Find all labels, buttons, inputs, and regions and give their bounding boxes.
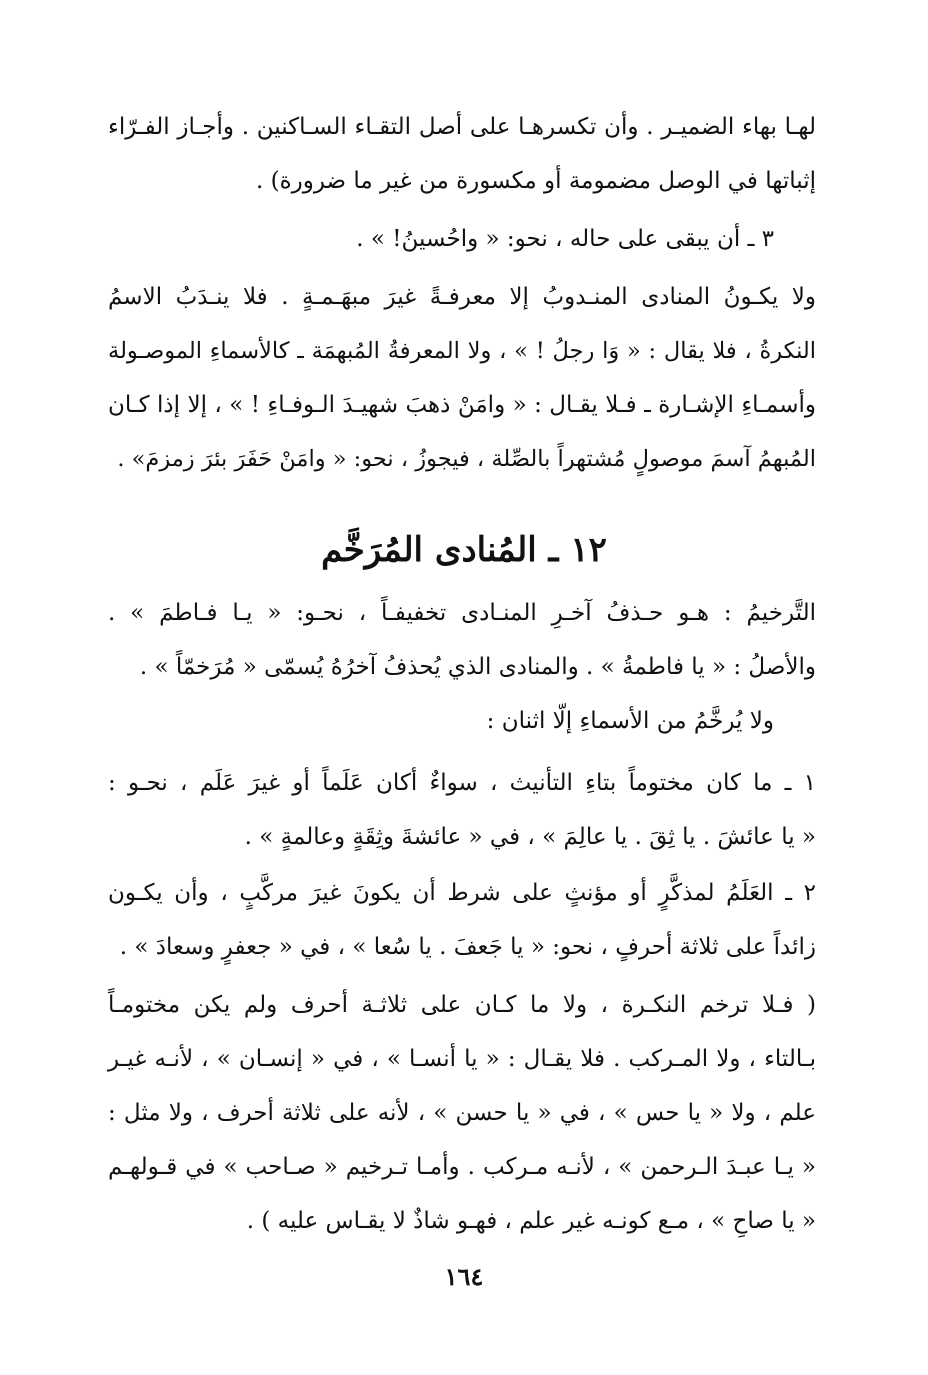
text-line: والأصلُ : « يا فاطمةُ » . والمنادى الذي يُحذفُ آخرُهُ يُسمّى « مُرَخمّاً » .: [139, 654, 816, 680]
paragraph-item-1: [108, 756, 816, 864]
text-line: ٣ ـ أن يبقى على حاله ، نحو: « واحُسينُ! » .: [356, 226, 774, 252]
page-number: ١٦٤: [444, 1262, 484, 1291]
text-line: علم ، ولا « يا حس » ، في « يا حسن » ، لأنه على ثلاثة أحرف ، ولا مثل :: [108, 1100, 816, 1126]
paragraph-item-3: [108, 212, 816, 266]
text-line: ولا يُرخَّمُ من الأسماءِ إلّا اثنان :: [486, 708, 774, 734]
text-line: ٢ ـ العَلَمُ لمذكَّرٍ أو مؤنثٍ على شرط أن يكونَ غيرَ مركَّبٍ ، وأن يكـون: [108, 880, 816, 906]
section-heading: ١٢ ـ المُنادى المُرَخَّم: [321, 530, 607, 570]
paragraph-note: [108, 978, 816, 1248]
text-line: زائداً على ثلاثة أحرفٍ ، نحو: « يا جَعفَ . يا سُعا » ، في « جعفرٍ وسعادَ » .: [119, 934, 816, 960]
text-line: « يـا عبـدَ الـرحمن » ، لأنـه مـركب . وأمـا تـرخيم « صـاحب » في قـولهـم: [108, 1154, 816, 1180]
text-line: إثباتها في الوصل مضمومة أو مكسورة من غير ما ضرورة) .: [255, 168, 816, 194]
text-line: المُبهمُ آسمَ موصولٍ مُشتهراً بالصِّلة ، فيجوزُ ، نحو: « وامَنْ حَفَرَ بئرَ زمزمَ» .: [117, 446, 816, 472]
text-line: النكرةُ ، فلا يقال : « وَا رجلُ ! » ، ولا المعرفةُ المُبهمَة ـ كالأسماءِ الموصـولة: [108, 338, 816, 364]
text-line: ١ ـ ما كان مختوماً بتاءِ التأنيث ، سواءٌ أكان عَلَماً أو غيرَ عَلَم ، نحـو :: [108, 770, 816, 796]
text-line: ( فـلا ترخم النكـرة ، ولا ما كـان على ثلاثـة أحرف ولم يكن مختومـاً: [108, 992, 816, 1018]
text-line: التَّرخيمُ : هـو حـذفُ آخـرِ المنـادى تخفيفـاً ، نحـو: « يـا فـاطمَ » .: [108, 600, 816, 626]
paragraph-continuation: [108, 100, 816, 208]
text-line: وأسمـاءِ الإشـارة ـ فـلا يقـال : « وامَنْ ذهبَ شهيـدَ الـوفـاءِ ! » ، إلا إذا كـان: [108, 392, 816, 418]
paragraph-item-2: [108, 866, 816, 974]
text-line: « يا صاحِ » ، مـع كونـه غير علم ، فهـو شاذٌ لا يقـاس عليه ) .: [246, 1208, 816, 1234]
text-line: ولا يكـونُ المنادى المنـدوبُ إلا معرفـةً غيرَ مبهَـمـةٍ . فلا ينـدَبُ الاسمُ: [108, 284, 816, 310]
text-line: « يا عائشَ . يا ثِقَ . يا عالِمَ » ، في « عائشةَ وثِقَةٍ وعالمةٍ » .: [244, 824, 816, 850]
paragraph-intro: [108, 694, 816, 748]
paragraph-nudba-rule: [108, 270, 816, 486]
text-line: لهـا بهاء الضميـر . وأن تكسرهـا على أصل التقـاء السـاكنين . وأجـاز الفـرّاء: [108, 114, 816, 140]
paragraph-definition: [108, 586, 816, 694]
text-line: بـالتاء ، ولا المـركب . فلا يقـال : « يا أنسـا » ، في « إنسـان » ، لأنـه غيـر: [108, 1046, 816, 1072]
